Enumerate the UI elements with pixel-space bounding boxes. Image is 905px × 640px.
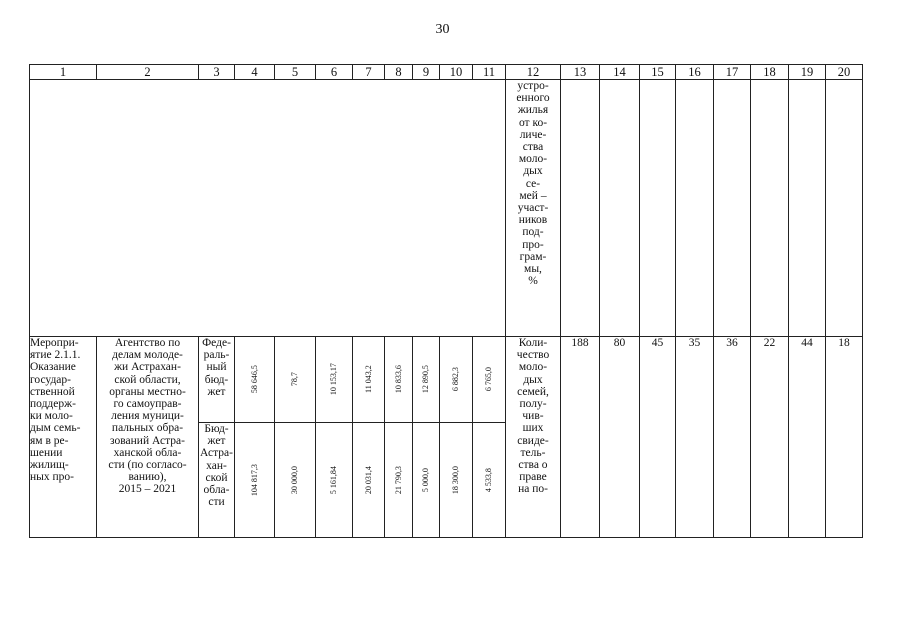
text-line: поддерж- <box>30 398 76 411</box>
text-line: ных про- <box>30 471 74 484</box>
regional-2018-cell <box>385 423 413 538</box>
federal-2021-cell <box>473 337 506 423</box>
empty-cell <box>826 80 863 337</box>
text-line: ный <box>206 361 227 374</box>
text-line: жет <box>207 385 226 398</box>
text-line: государ- <box>30 373 71 386</box>
regional-2019-cell <box>413 423 440 538</box>
text-line: участ- <box>517 202 549 215</box>
text-line: дым семь- <box>30 422 81 435</box>
funding-source-regional <box>199 423 235 538</box>
text-line: ки моло- <box>30 410 73 423</box>
empty-cell <box>640 80 676 337</box>
indicator-value-cell: 80 <box>600 337 640 538</box>
empty-merged-cell <box>30 80 506 337</box>
text-line: дых <box>523 165 543 178</box>
federal-2018-cell <box>385 337 413 423</box>
page-number: 30 <box>435 22 450 37</box>
col-header: 20 <box>826 65 863 80</box>
text-line: шении <box>30 446 63 459</box>
continuation-row <box>30 80 863 337</box>
indicator-continued-cell <box>506 80 561 337</box>
amount-value: 6 882,3 <box>450 367 460 392</box>
text-line: дых <box>523 373 543 386</box>
amount-value: 5 000,0 <box>420 467 430 492</box>
empty-cell <box>789 80 826 337</box>
federal-2016-cell <box>316 337 353 423</box>
amount-value: 10 153,17 <box>328 363 338 396</box>
text-line: го самоуправ- <box>113 398 182 411</box>
text-line: ления муници- <box>111 410 184 423</box>
text-line: ской <box>205 471 228 484</box>
indicator-value-cell: 45 <box>640 337 676 538</box>
header-row <box>30 65 863 80</box>
federal-2015-cell <box>275 337 316 423</box>
federal-2017-cell <box>353 337 385 423</box>
col-header: 2 <box>97 65 199 80</box>
text-line: жет <box>207 435 226 448</box>
text-line: от ко- <box>518 116 548 129</box>
col-header: 3 <box>199 65 235 80</box>
regional-2017-cell <box>353 423 385 538</box>
executor-cell <box>97 337 199 538</box>
col-header: 13 <box>561 65 600 80</box>
text-line: сти <box>208 496 225 509</box>
text-line: личе- <box>519 128 547 141</box>
indicator-name-cell <box>506 337 561 538</box>
text-line: свиде- <box>517 434 549 447</box>
text-line: жилья <box>517 104 549 117</box>
text-line: жилищ- <box>30 459 69 472</box>
text-line: зований Астра- <box>110 434 185 447</box>
col-header: 16 <box>676 65 714 80</box>
amount-value: 18 300,0 <box>450 465 460 494</box>
federal-2019-cell <box>413 337 440 423</box>
amount-value: 104 817,3 <box>249 463 259 496</box>
amount-value: 4 533,8 <box>483 467 493 492</box>
regional-total-cell <box>235 423 275 538</box>
amount-value: 20 031,4 <box>363 465 373 494</box>
col-header: 7 <box>353 65 385 80</box>
measure-name-cell <box>30 337 97 538</box>
empty-cell <box>751 80 789 337</box>
text-line: чив- <box>522 410 544 423</box>
text-line: Меропри- <box>30 337 79 349</box>
text-line: мы, <box>524 263 542 276</box>
text-line: мей – <box>519 189 547 202</box>
text-line: чество <box>516 349 550 362</box>
text-line: органы местно- <box>109 385 186 398</box>
text-line: пальных обра- <box>111 422 184 435</box>
text-line: ственной <box>30 385 75 398</box>
text-line: устро- <box>517 80 549 92</box>
text-line: ников <box>518 214 548 227</box>
text-line: ших <box>522 422 544 435</box>
empty-cell <box>676 80 714 337</box>
indicator-value-cell: 22 <box>751 337 789 538</box>
text-line: Феде- <box>202 337 231 349</box>
indicator-value-cell: 44 <box>789 337 826 538</box>
text-line: % <box>528 275 538 288</box>
col-header: 4 <box>235 65 275 80</box>
text-line: Коли- <box>518 337 548 349</box>
col-header: 17 <box>714 65 751 80</box>
amount-value: 5 161,84 <box>328 465 338 494</box>
col-header: 15 <box>640 65 676 80</box>
text-line: ской области, <box>114 373 181 386</box>
text-line: семей, <box>517 385 549 398</box>
text-line: жи Астрахан- <box>114 361 181 374</box>
text-line: полу- <box>519 398 547 411</box>
text-line: Бюд- <box>204 423 229 435</box>
col-header: 5 <box>275 65 316 80</box>
text-line: Агентство по <box>114 337 181 349</box>
text-line: ятие 2.1.1. <box>30 349 81 362</box>
text-line: делам молоде- <box>112 349 183 362</box>
col-header: 9 <box>413 65 440 80</box>
text-line: ванию), <box>128 471 167 484</box>
text-line: бюд- <box>204 373 229 386</box>
text-line: про- <box>522 238 544 251</box>
col-header: 11 <box>473 65 506 80</box>
col-header: 6 <box>316 65 353 80</box>
text-line: Оказание <box>30 361 76 374</box>
empty-cell <box>600 80 640 337</box>
indicator-value-cell: 35 <box>676 337 714 538</box>
empty-cell <box>714 80 751 337</box>
budget-table <box>29 64 863 538</box>
measure-row-federal <box>30 337 863 423</box>
amount-value: 78,7 <box>289 372 299 387</box>
text-line: под- <box>522 226 544 239</box>
text-line: енного <box>516 92 550 105</box>
text-line: хан- <box>206 459 227 472</box>
amount-value: 58 646,5 <box>249 365 259 394</box>
col-header: 12 <box>506 65 561 80</box>
amount-value: 11 043,2 <box>363 365 373 394</box>
amount-value: 6 765,0 <box>483 367 493 392</box>
regional-2015-cell <box>275 423 316 538</box>
text-line: се- <box>525 177 541 190</box>
indicator-value-cell: 188 <box>561 337 600 538</box>
amount-value: 30 000,0 <box>289 465 299 494</box>
text-line: моло- <box>518 153 548 166</box>
indicator-value-cell: 18 <box>826 337 863 538</box>
empty-cell <box>561 80 600 337</box>
regional-2021-cell <box>473 423 506 538</box>
funding-source-federal <box>199 337 235 423</box>
text-line: моло- <box>518 361 548 374</box>
col-header: 8 <box>385 65 413 80</box>
col-header: 14 <box>600 65 640 80</box>
regional-2016-cell <box>316 423 353 538</box>
federal-total-cell <box>235 337 275 423</box>
text-line: раль- <box>203 349 230 362</box>
col-header: 18 <box>751 65 789 80</box>
text-line: Астра- <box>200 447 233 460</box>
amount-value: 12 890,5 <box>420 365 430 394</box>
col-header: 10 <box>440 65 473 80</box>
text-line: тель- <box>520 446 546 459</box>
amount-value: 21 790,3 <box>393 465 403 494</box>
text-line: грам- <box>519 250 547 263</box>
text-line: ям в ре- <box>30 434 69 447</box>
text-line: на по- <box>518 483 548 496</box>
federal-2020-cell <box>440 337 473 423</box>
text-line: ханской обла- <box>113 446 182 459</box>
col-header: 1 <box>30 65 97 80</box>
text-line: 2015 – 2021 <box>118 483 177 496</box>
col-header: 19 <box>789 65 826 80</box>
text-line: ства <box>522 141 544 154</box>
text-line: обла- <box>203 484 230 497</box>
indicator-value-cell: 36 <box>714 337 751 538</box>
amount-value: 10 833,6 <box>393 365 403 394</box>
regional-2020-cell <box>440 423 473 538</box>
text-line: ства о <box>518 459 548 472</box>
text-line: сти (по согласо- <box>108 459 187 472</box>
text-line: праве <box>519 471 547 484</box>
